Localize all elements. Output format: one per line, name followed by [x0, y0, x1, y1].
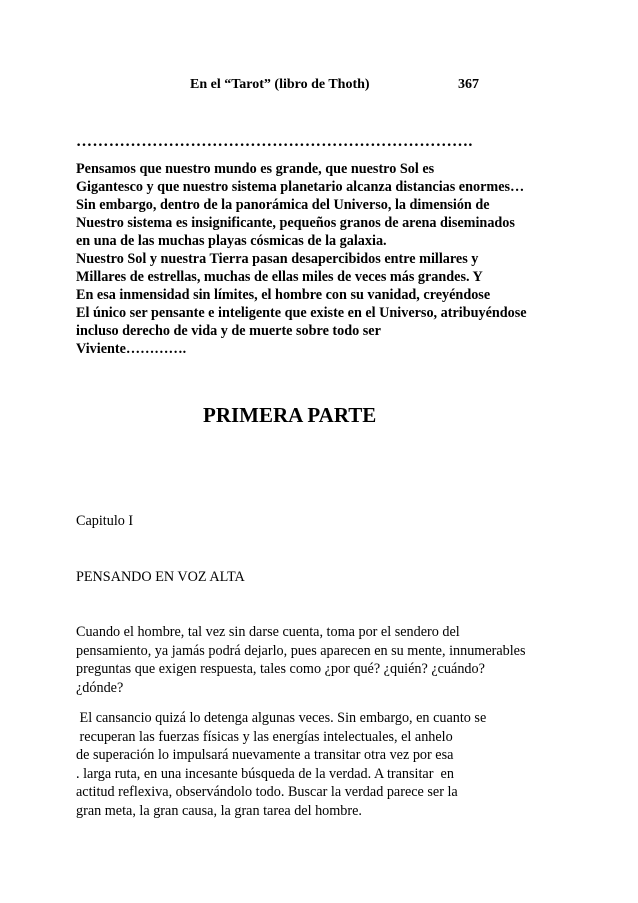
- paragraph-line: gran meta, la gran causa, la gran tarea del hombre.: [76, 802, 362, 819]
- chapter-label: Capitulo I: [76, 513, 134, 529]
- intro-line: incluso derecho de vida y de muerte sobre todo ser: [76, 323, 381, 339]
- intro-line: Millares de estrellas, muchas de ellas miles de veces más grandes. Y: [76, 269, 483, 285]
- page-number: 367: [458, 77, 479, 92]
- paragraph-line: pensamiento, ya jamás podrá dejarlo, pues aparecen en su mente, innumerables: [76, 642, 526, 659]
- intro-line: Nuestro sistema es insignificante, pequeños granos de arena diseminados: [76, 215, 515, 231]
- paragraph-line: preguntas que exigen respuesta, tales como ¿por qué? ¿quién? ¿cuándo?: [76, 661, 485, 677]
- paragraph-line: . larga ruta, en una incesante búsqueda de la verdad. A transitar en: [76, 765, 454, 782]
- intro-line: Viviente………….: [76, 341, 187, 357]
- intro-line: Pensamos que nuestro mundo es grande, que nuestro Sol es: [76, 161, 435, 177]
- body-paragraph-2: [76, 709, 576, 820]
- intro-line: En esa inmensidad sin límites, el hombre con su vanidad, creyéndose: [76, 287, 491, 303]
- paragraph-line: El cansancio quizá lo detenga algunas veces. Sin embargo, en cuanto se: [76, 710, 487, 726]
- chapter-title: PENSANDO EN VOZ ALTA: [76, 569, 245, 585]
- paragraph-line: Cuando el hombre, tal vez sin darse cuenta, toma por el sendero del: [76, 624, 460, 640]
- part-title: PRIMERA PARTE: [203, 403, 377, 427]
- dotted-separator: ……………………………………………………………….: [76, 134, 473, 150]
- body-paragraph-1: [76, 623, 576, 697]
- intro-line: El único ser pensante e inteligente que existe en el Universo, atribuyéndose: [76, 305, 527, 321]
- intro-line: en una de las muchas playas cósmicas de la galaxia.: [76, 233, 387, 249]
- paragraph-line: recuperan las fuerzas físicas y las energías intelectuales, el anhelo: [76, 728, 453, 745]
- paragraph-line: actitud reflexiva, observándolo todo. Buscar la verdad parece ser la: [76, 784, 458, 800]
- paragraph-line: ¿dónde?: [76, 679, 124, 696]
- paragraph-line: de superación lo impulsará nuevamente a transitar otra vez por esa: [76, 747, 454, 763]
- intro-line: Nuestro Sol y nuestra Tierra pasan desapercibidos entre millares y: [76, 251, 479, 267]
- intro-line: Sin embargo, dentro de la panorámica del Universo, la dimensión de: [76, 197, 490, 213]
- intro-paragraph: [76, 160, 576, 358]
- intro-line: Gigantesco y que nuestro sistema planetario alcanza distancias enormes…: [76, 179, 525, 195]
- header-title: En el “Tarot” (libro de Thoth): [190, 77, 370, 92]
